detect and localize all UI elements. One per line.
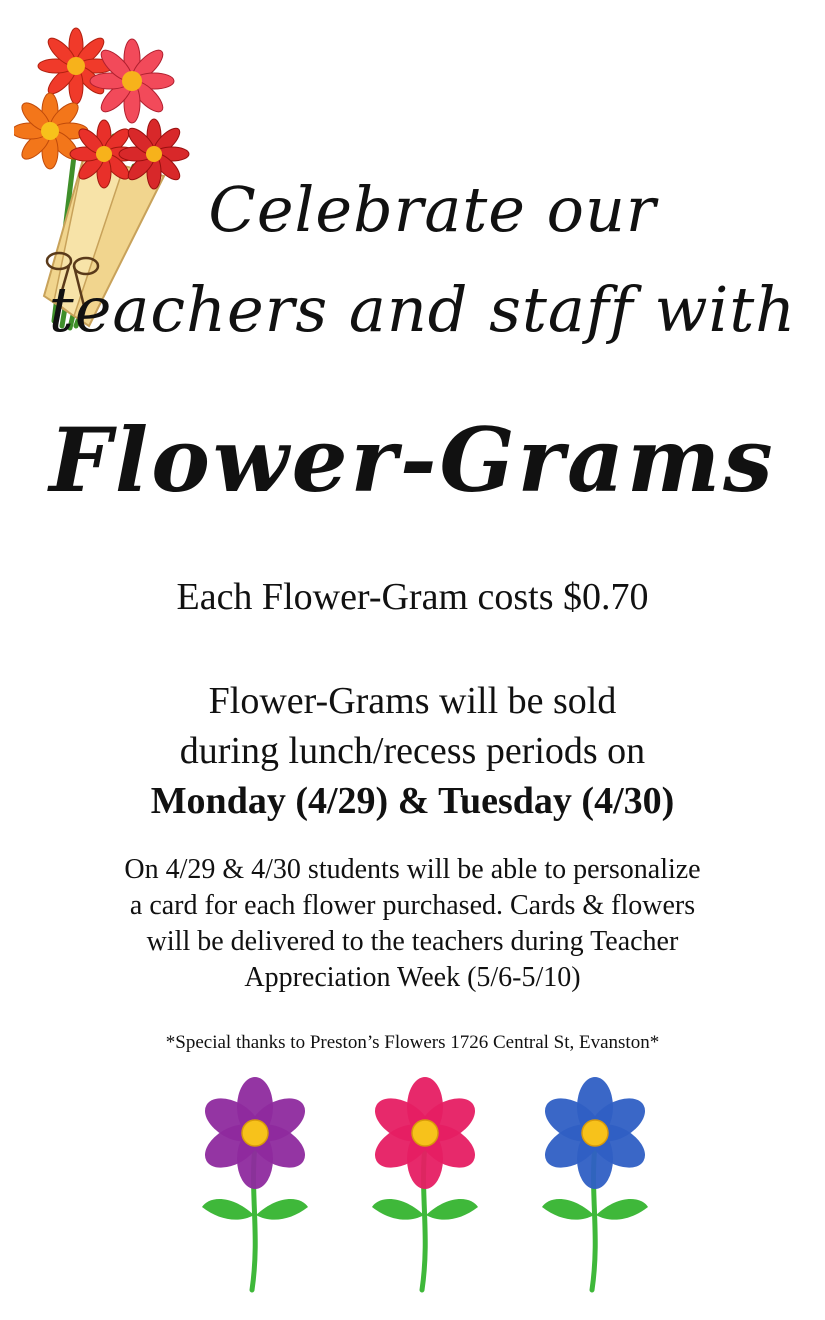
purple-flower-icon	[180, 1075, 330, 1295]
pink-flower-icon	[350, 1075, 500, 1295]
blue-flower-icon	[520, 1075, 670, 1295]
sale-days: Monday (4/29) & Tuesday (4/30)	[150, 780, 675, 822]
headline-line-2: teachers and staff with	[48, 273, 797, 346]
page-title: Flower-Grams	[49, 408, 776, 512]
info-line-4: Appreciation Week (5/6-5/10)	[244, 962, 581, 993]
info-line-3: will be delivered to the teachers during Teacher	[146, 926, 679, 957]
sponsor-thanks: *Special thanks to Preston’s Flowers 1726 Central St, Evanston*	[165, 1032, 660, 1053]
flower-row	[180, 1075, 670, 1305]
headline-line-1: Celebrate our	[208, 173, 657, 246]
sale-line-1: Flower-Grams will be sold	[208, 680, 617, 722]
sale-line-2: during lunch/recess periods on	[179, 730, 646, 772]
sale-info	[0, 676, 825, 826]
price-text: Each Flower-Gram costs $0.70	[176, 576, 649, 618]
personalize-info	[60, 852, 765, 996]
info-line-2: a card for each flower purchased. Cards & flowers	[129, 890, 696, 921]
info-line-1: On 4/29 & 4/30 students will be able to personalize	[124, 854, 701, 885]
